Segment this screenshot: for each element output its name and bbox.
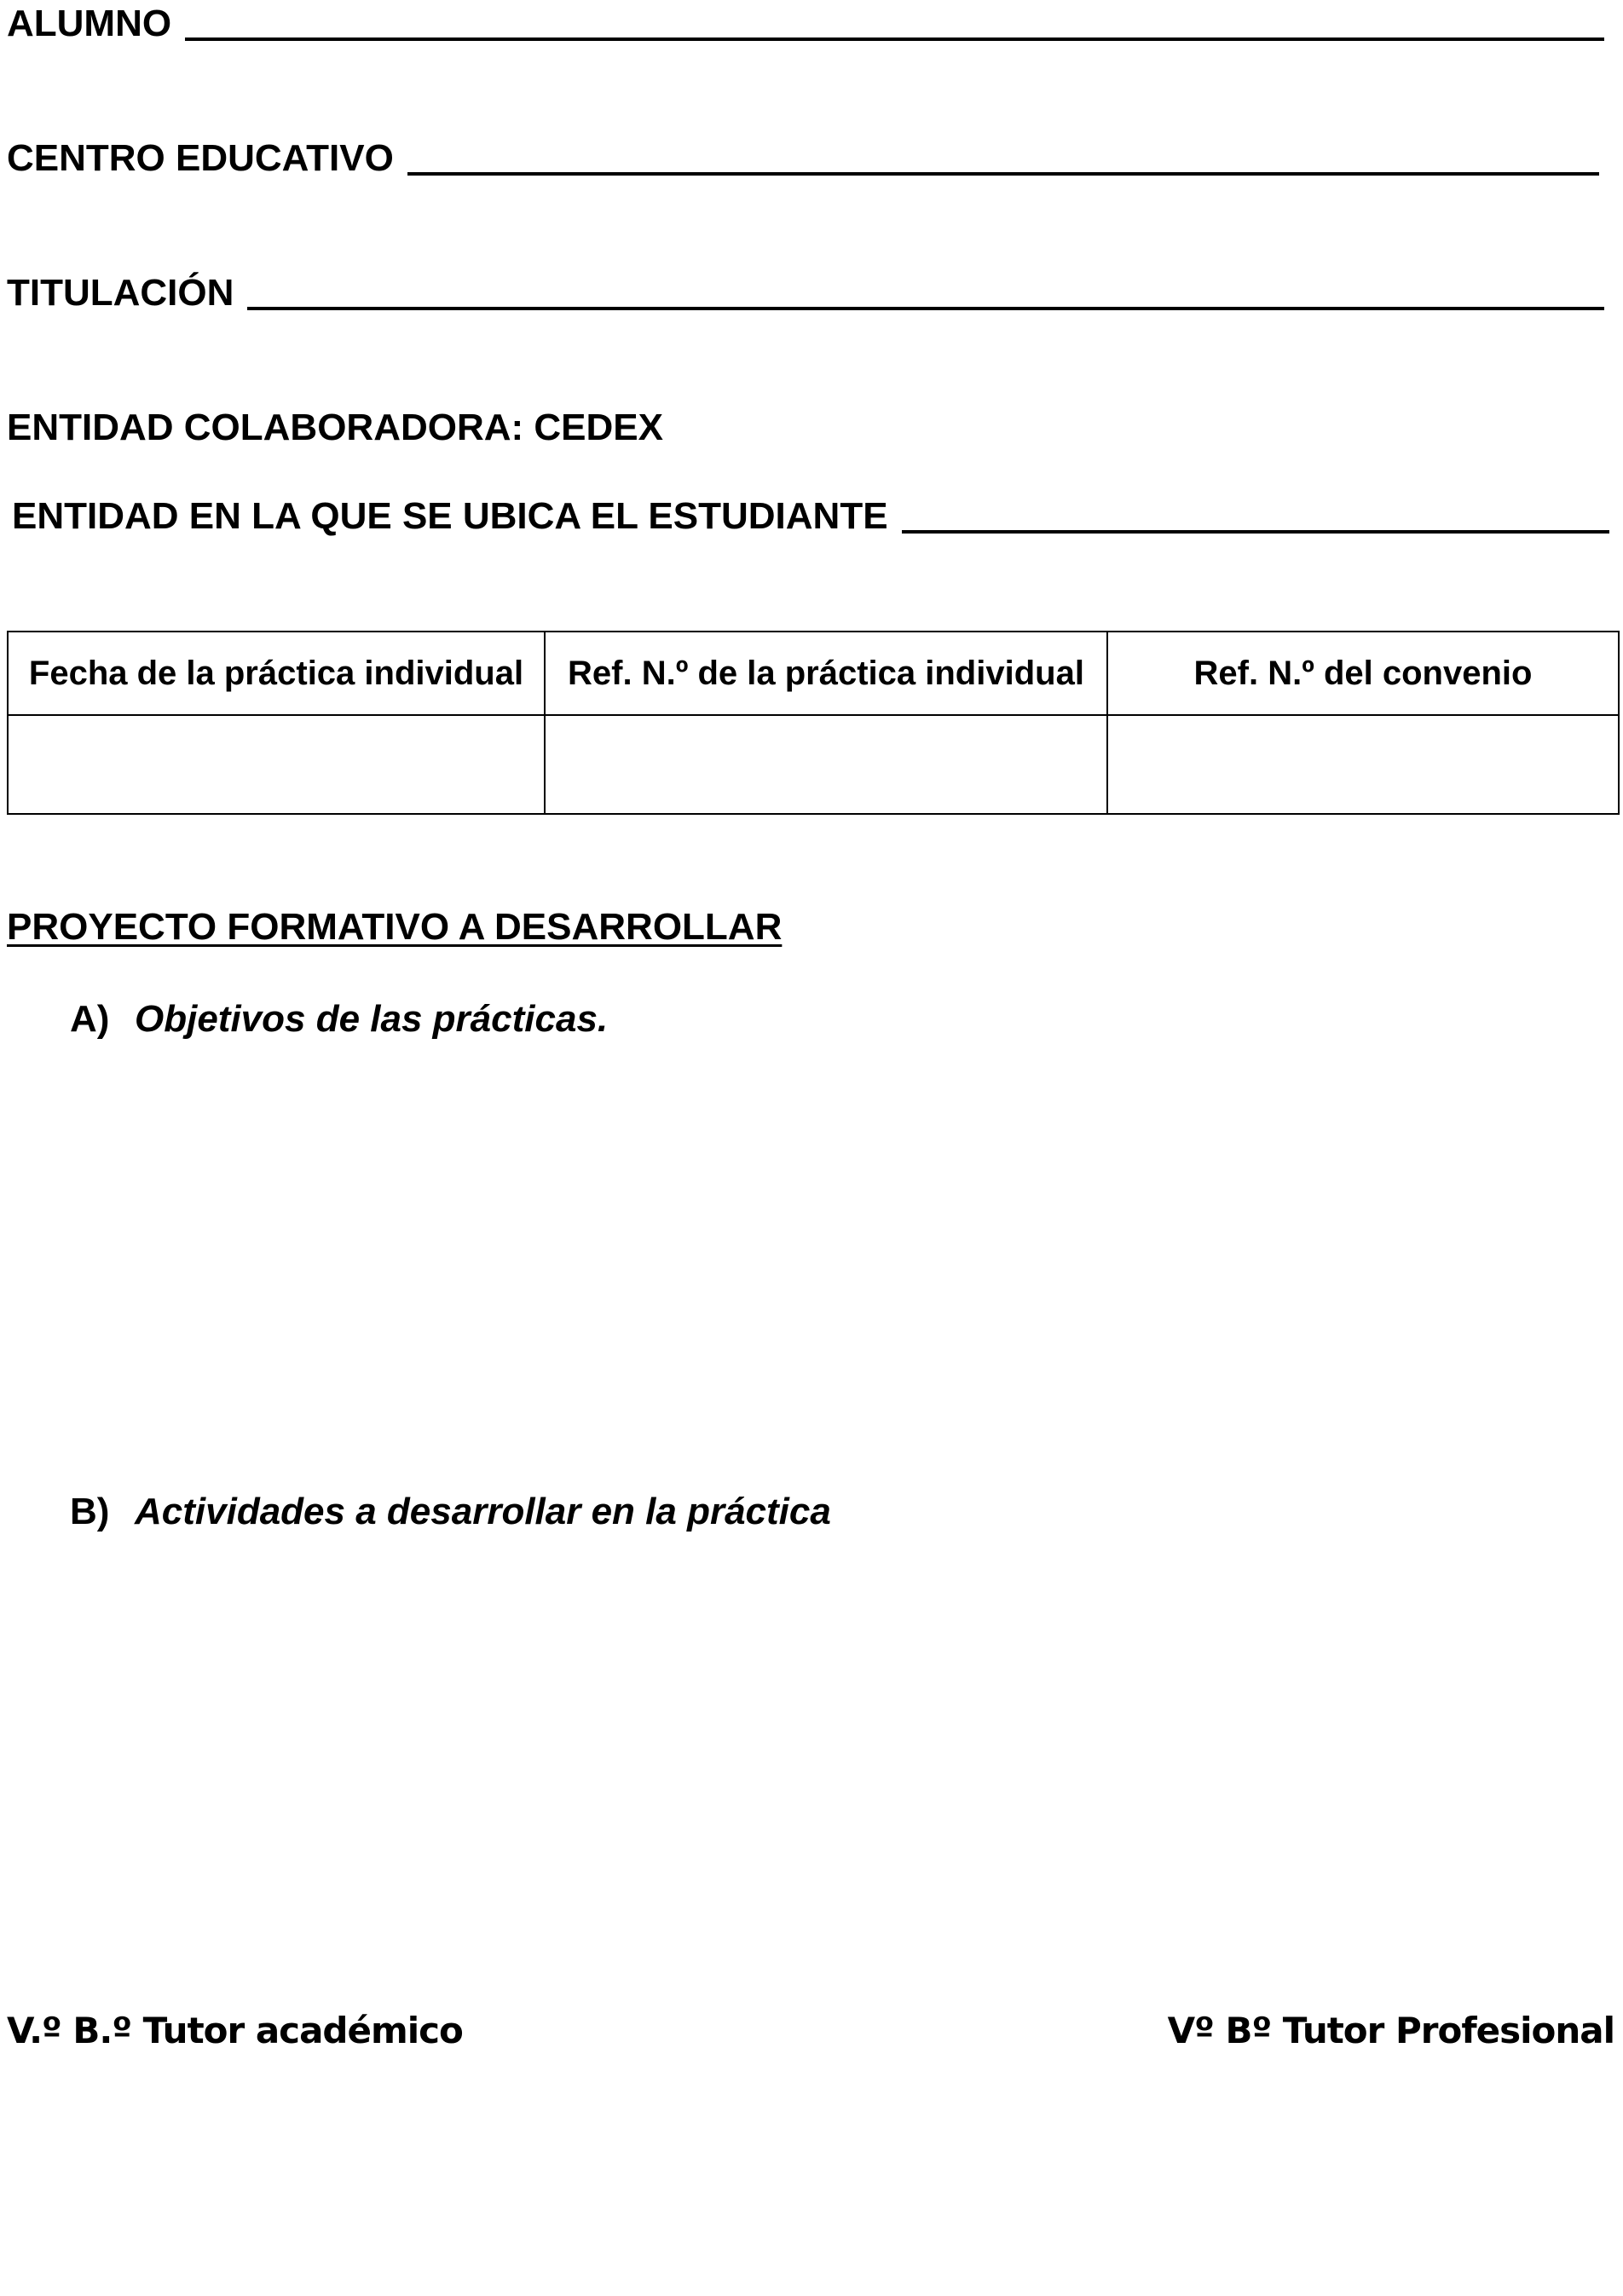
entidad-ubica-label: ENTIDAD EN LA QUE SE UBICA EL ESTUDIANTE: [12, 495, 888, 537]
ref-convenio-cell[interactable]: [1107, 715, 1619, 814]
ref-convenio-header: Ref. N.º del convenio: [1107, 632, 1619, 715]
signature-tutor-profesional: Vº Bº Tutor Profesional: [1167, 2010, 1614, 2051]
alumno-field: [7, 5, 1604, 43]
fecha-cell[interactable]: [8, 715, 545, 814]
project-item-a-text: Objetivos de las prácticas.: [135, 998, 609, 1040]
ref-practica-header: Ref. N.º de la práctica individual: [545, 632, 1107, 715]
fecha-header: Fecha de la práctica individual: [8, 632, 545, 715]
project-item-b: [70, 1493, 831, 1531]
project-item-b-text: Actividades a desarrollar en la práctica: [135, 1491, 831, 1532]
titulacion-input-line[interactable]: [247, 307, 1604, 310]
reference-table: [7, 631, 1620, 815]
entidad-ubica-input-line[interactable]: [902, 530, 1609, 534]
project-item-a: [70, 998, 609, 1040]
reference-table-header-row: [8, 632, 1619, 715]
titulacion-label: TITULACIÓN: [7, 272, 234, 314]
centro-educativo-input-line[interactable]: [407, 172, 1599, 176]
reference-table-value-row: [8, 715, 1619, 814]
titulacion-field: [7, 274, 1604, 312]
ref-practica-cell[interactable]: [545, 715, 1107, 814]
centro-educativo-label: CENTRO EDUCATIVO: [7, 137, 394, 179]
project-item-a-marker: A): [70, 998, 110, 1040]
centro-educativo-field: [7, 137, 1599, 179]
project-title: PROYECTO FORMATIVO A DESARROLLAR: [7, 906, 783, 948]
signature-tutor-academico: V.º B.º Tutor académico: [7, 2010, 463, 2051]
alumno-input-line[interactable]: [185, 37, 1604, 41]
entidad-ubica-field: [12, 495, 1609, 537]
project-item-b-marker: B): [70, 1491, 110, 1532]
entidad-colaboradora: ENTIDAD COLABORADORA: CEDEX: [7, 407, 663, 448]
alumno-label: ALUMNO: [7, 3, 172, 44]
